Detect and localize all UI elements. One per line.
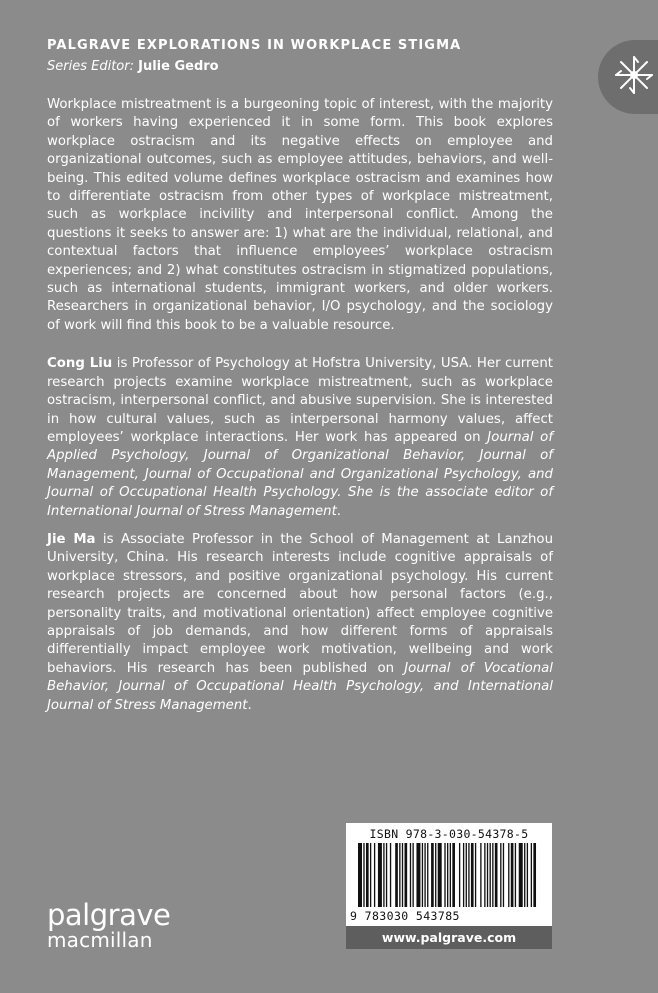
barcode-bar [358,843,362,907]
barcode-bar [495,843,498,907]
barcode-bar [463,843,464,907]
barcode-bar [471,843,474,907]
barcode-bar [450,843,451,907]
barcode-bar [390,843,391,907]
barcode-bar [527,843,528,907]
publisher-logo-line1: palgrave [47,898,171,932]
barcode-bar [378,843,382,907]
series-title: PALGRAVE EXPLORATIONS IN WORKPLACE STIGMA [47,38,462,53]
barcode-bar [363,843,364,907]
barcode-bar [438,843,442,907]
barcode-bar [466,843,467,907]
barcode-bar [447,843,448,907]
barcode-bars [358,843,540,911]
series-editor [47,59,219,74]
barcode-bar [500,843,501,907]
barcode-bar [366,843,369,907]
barcode-bar [444,843,445,907]
series-editor-name: Julie Gedro [138,59,219,74]
author-bio-end: . [247,697,252,713]
barcode-bar [515,843,516,907]
author-name: Jie Ma [47,531,96,547]
barcode-bar [410,843,411,907]
barcode-bar [511,843,514,907]
barcode-bar [480,843,481,907]
barcode-bar [492,843,493,907]
barcode-bar [405,843,408,907]
author-bio-text: is Associate Professor in the School of Management at Lanzhou University, China. His research interests include cognitive appraisals of workplace stressors, and positive organizational psychology. His current research projects are concerned about how personal factors (e.g., personality traits, and motivational orientation) affect employee cognitive appraisals of job demands, and how different forms of appraisals differentially impact employee work motivation, wellbeing and work behaviors. His research has been published on [47,531,553,676]
barcode-bar [424,843,425,907]
barcode-bar [524,843,525,907]
barcode-bar [475,843,476,907]
author-bio-text: is Professor of Psychology at Hofstra University, USA. Her current research projects examine workplace mistreatment, such as workplace ostracism, interpersonal conflict, and abusive supervision. She is interested in how cultural values, such as interpersonal harmony values, affect employees’ workplace interactions. Her work has appeared on [47,356,553,445]
author-bio-cong-liu [47,355,553,521]
author-bio-end: . [336,503,342,519]
barcode-bar [503,843,504,907]
barcode-bar [370,843,371,907]
publisher-url[interactable]: www.palgrave.com [346,926,552,949]
barcode-bar [484,843,485,907]
ean-digits: 9 783030 543785 [350,909,460,923]
barcode-bar [490,843,491,907]
barcode-bar [402,843,403,907]
barcode-bar [431,843,434,907]
barcode-bar [416,843,420,907]
publisher-logo [47,900,170,950]
barcode-bar [533,843,536,907]
author-name: Cong Liu [47,356,113,372]
barcode-bar [383,843,384,907]
barcode-bar [435,843,436,907]
isbn-number: ISBN 978-3-030-54378-5 [369,827,529,841]
barcode-bar [519,843,523,907]
publisher-logo-tab [598,40,658,114]
barcode-bar [386,843,387,907]
back-cover-text [47,96,553,715]
palgrave-star-icon [612,53,656,97]
barcode-bar [374,843,375,907]
barcode-bar [508,843,509,907]
author-bio-jie-ma [47,531,553,715]
barcode-bar [487,843,488,907]
barcode-bar [395,843,398,907]
barcode-bar [412,843,413,907]
barcode-bar [459,843,460,907]
publisher-logo-line2: macmillan [47,928,153,952]
book-description: Workplace mistreatment is a burgeoning topic of interest, with the majority of workers having experienced it in some form. This book explores workplace ostracism and its negative effects on employee and organizational outcomes, such as employee attitudes, behaviors, and well-being. This edited volume defines workplace ostracism and examines how to differentiate ostracism from other types of workplace mistreatment, such as workplace incivility and interpersonal conflict. Among the questions it seeks to answer are: 1) what are the individual, relational, and contextual factors that influence employees’ workplace ostracism experiences; and 2) what constitutes ostracism in stigmatized populations, such as international students, immigrant workers, and older workers. Researchers in organizational behavior, I/O psychology, and the sociology of work will find this book to be a valuable resource. [47,97,553,333]
barcode-bar [531,843,532,907]
barcode-bar [452,843,455,907]
series-editor-label: Series Editor: [47,59,134,74]
barcode-bar [399,843,400,907]
barcode-bar [468,843,469,907]
barcode-bar [422,843,423,907]
author-bio-journals: Journal of Vocational Behavior, Journal of Occupational Health Psychology, and International Journal of Stress Management [47,660,553,713]
author-bio-journals: Journal of Applied Psychology, Journal of Organizational Behavior, Journal of Management, Journal of Occupational and Organizational Psychology, and Journal of Occupational Health Psychology. She is the associate editor of International Journal of Stress Management [47,429,553,519]
isbn-barcode [346,823,552,926]
barcode-bar [427,843,428,907]
